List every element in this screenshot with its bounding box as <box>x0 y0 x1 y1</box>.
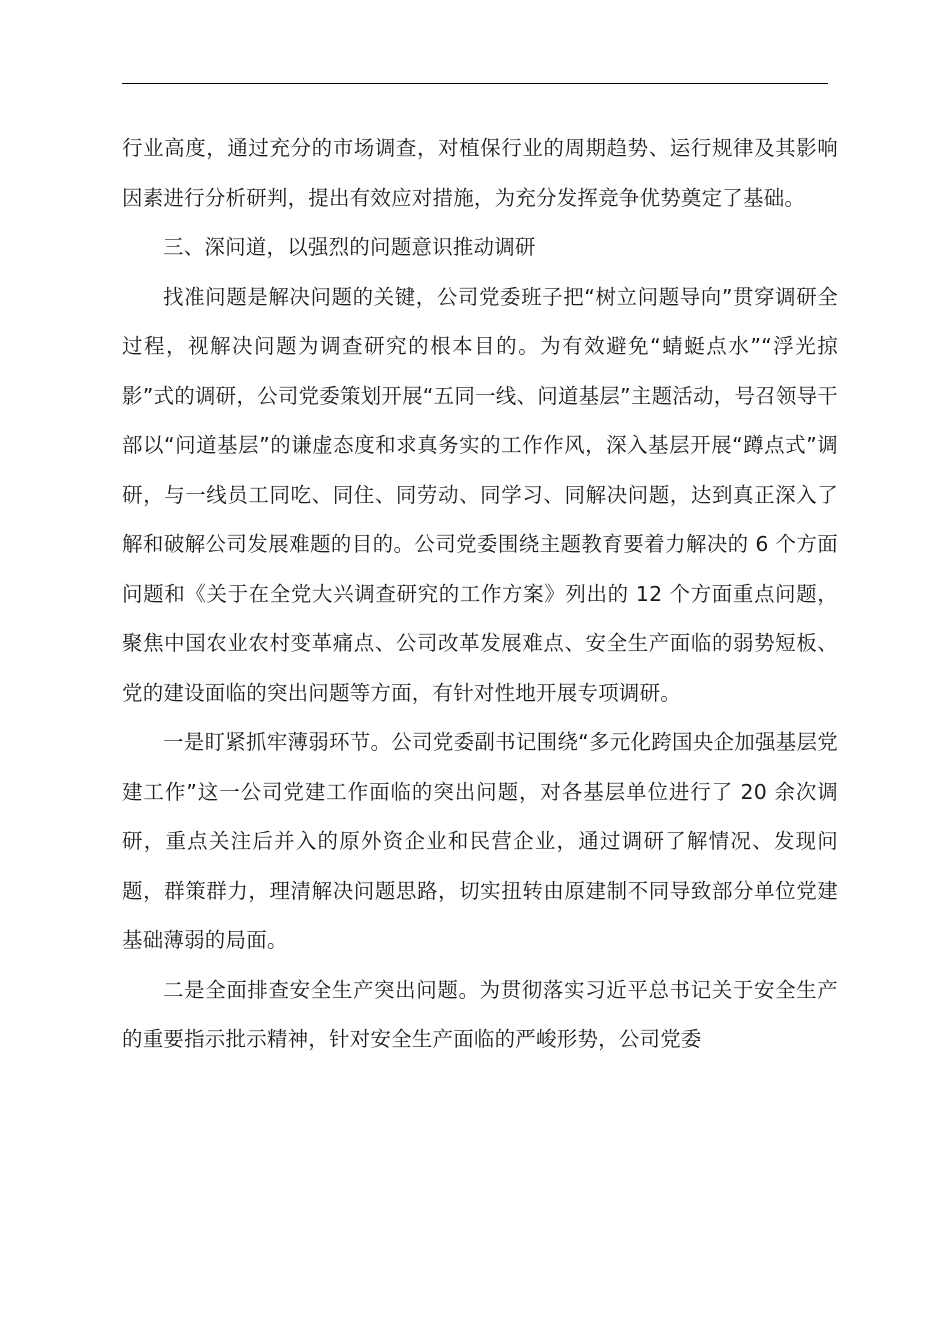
section-heading: 三、深问道，以强烈的问题意识推动调研 <box>163 235 536 259</box>
paragraph-problem-orientation: 找准问题是解决问题的关键，公司党委班子把“树立问题导向”贯穿调研全过程，视解决问题为调查研究的根本目的。为有效避免“蜻蜓点水”“浮光掠影”式的调研，公司党委策划开展“五同一线、问道基层”主题活动，号召领导干部以“问道基层”的谦虚态度和求真务实的工作作风，深入基层开展“蹲点式”调研，与一线员工同吃、同住、同劳动、同学习、同解决问题，达到真正深入了解和破解公司发展难题的目的。公司党委围绕主题教育要着力解决的 6 个方面问题和《关于在全党大兴调查研究的工作方案》列出的 12 个方面重点问题，聚焦中国农业农村变革痛点、公司改革发展难点、安全生产面临的弱势短板、党的建设面临的突出问题等方面，有针对性地开展专项调研。 <box>122 284 838 705</box>
header-rule <box>122 83 828 84</box>
paragraph-continuation: 行业高度，通过充分的市场调查，对植保行业的周期趋势、运行规律及其影响因素进行分析研判，提出有效应对措施，为充分发挥竞争优势奠定了基础。 <box>122 136 838 210</box>
document-body <box>122 124 838 1065</box>
paragraph-safety-production: 二是全面排查安全生产突出问题。为贯彻落实习近平总书记关于安全生产的重要指示批示精神，针对安全生产面临的严峻形势，公司党委 <box>122 977 838 1051</box>
paragraph-weak-links: 一是盯紧抓牢薄弱环节。公司党委副书记围绕“多元化跨国央企加强基层党建工作”这一公司党建工作面临的突出问题，对各基层单位进行了 20 余次调研，重点关注后并入的原外资企业和民营企业，通过调研了解情况、发现问题，群策群力，理清解决问题思路，切实扭转由原建制不同导致部分单位党建基础薄弱的局面。 <box>122 730 838 952</box>
